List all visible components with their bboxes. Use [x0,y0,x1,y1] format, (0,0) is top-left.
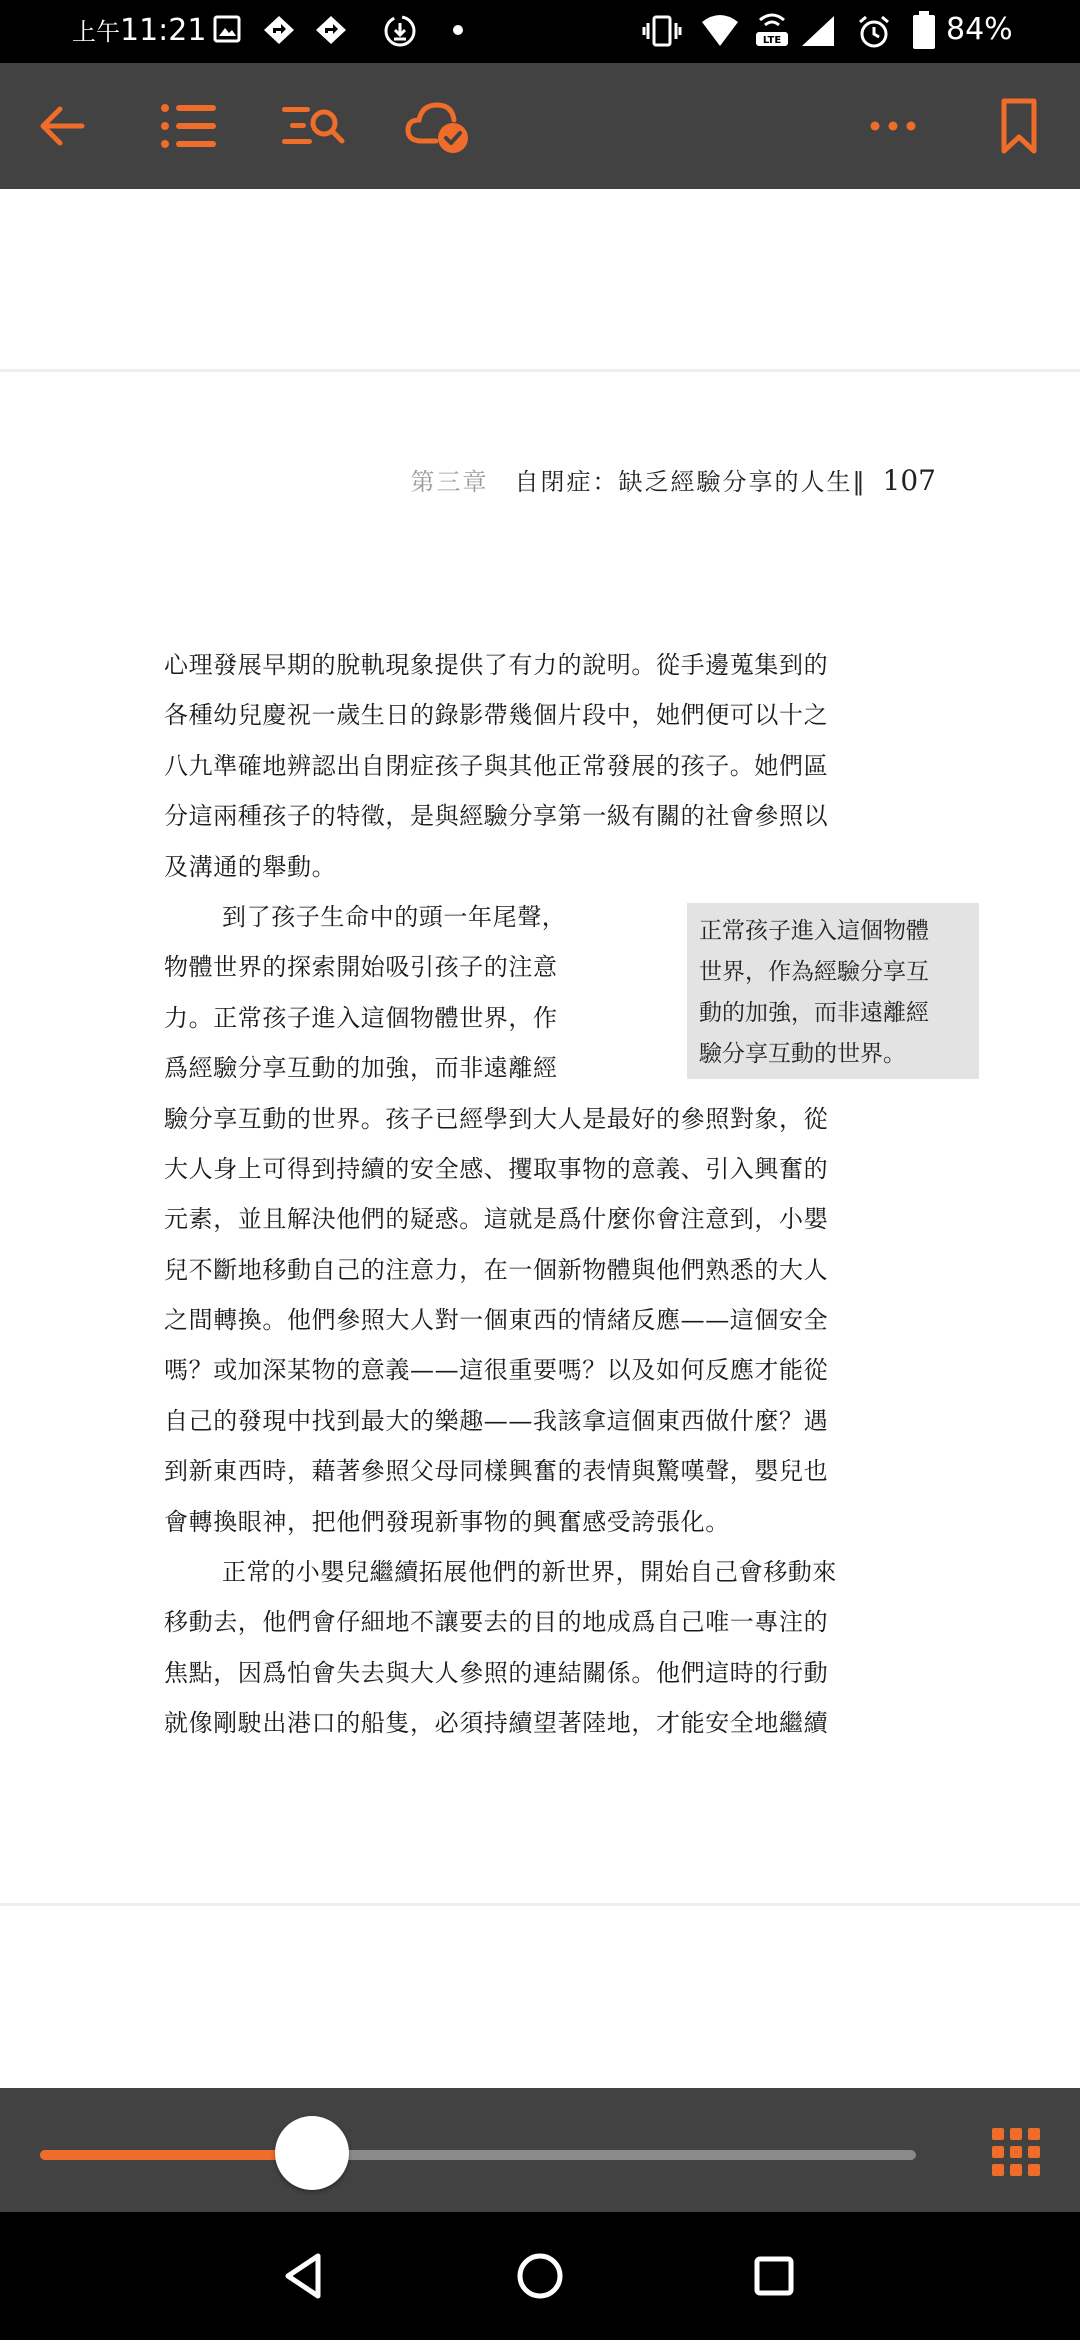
cloud-sync-button[interactable] [404,93,470,159]
table-of-contents-button[interactable] [156,93,222,159]
text-line: 自己的發現中找到最大的樂趣——我該拿這個東西做什麼？遇 [164,1406,829,1435]
text-line: 到新東西時，藉著參照父母同樣興奮的表情與驚嘆聲，嬰兒也 [164,1457,829,1486]
page-number: 107 [882,464,936,497]
page-grid-icon [990,2126,1042,2178]
page-grid-button[interactable] [990,2126,1042,2178]
back-arrow-icon [30,93,96,159]
text-line: 焦點，因爲怕會失去與大人參照的連結關係。他們這時的行動 [164,1658,829,1687]
header-separator: ‖ [852,468,867,496]
text-line: 分這兩種孩子的特徵，是與經驗分享第一級有關的社會參照以 [164,802,829,831]
text-line: 八九準確地辨認出自閉症孩子與其他正常發展的孩子。她們區 [164,751,829,780]
image-icon [212,14,242,44]
page-divider [0,369,1080,372]
table-of-contents-icon [156,93,222,159]
volte-label: LTE [762,35,782,46]
recents-square-icon [744,2246,804,2306]
header-title: 自閉症：缺乏經驗分享的人生 [514,468,853,496]
status-bar [0,0,1080,63]
pull-quote-line: 動的加強，而非遠離經 [699,1000,929,1026]
navigation-icon [262,14,296,46]
alarm-icon [856,14,892,50]
clock-ampm: 上午 [72,18,120,46]
text-line: 會轉換眼神，把他們發現新事物的興奮感受誇張化。 [164,1507,730,1536]
text-line: 嗎？或加深某物的意義——這很重要嗎？以及如何反應才能從 [164,1356,829,1385]
bookmark-icon [986,93,1052,159]
more-options-icon [860,93,926,159]
page-divider [0,1903,1080,1906]
bookmark-button[interactable] [986,93,1052,159]
progress-slider-thumb[interactable] [275,2116,349,2190]
reading-progress-bar [0,2088,1080,2212]
text-line: 到了孩子生命中的頭一年尾聲， [222,902,567,931]
home-circle-icon [510,2246,570,2306]
nav-recents-button[interactable] [744,2246,804,2306]
text-line: 之間轉換。他們參照大人對一個東西的情緒反應——這個安全 [164,1306,829,1335]
search-in-book-icon [280,93,346,159]
clock-time: 11:21 [120,13,207,48]
text-line: 大人身上可得到持續的安全感、攫取事物的意義、引入興奮的 [164,1154,829,1183]
pull-quote-line: 正常孩子進入這個物體 [699,918,929,944]
clock [72,12,206,48]
text-line: 正常的小嬰兒繼續拓展他們的新世界，開始自己會移動來 [222,1558,837,1587]
text-line: 元素，並且解決他們的疑惑。這就是爲什麼你會注意到，小嬰 [164,1205,829,1234]
more-options-button[interactable] [860,93,926,159]
vibrate-icon [642,14,682,48]
pull-quote-line: 世界，作為經驗分享互 [699,959,929,985]
battery-percent: 84% [946,12,1013,47]
text-line: 物體世界的探索開始吸引孩子的注意 [164,953,558,982]
navigation-icon [314,14,348,46]
page-top-margin [0,189,1080,369]
back-button[interactable] [30,93,96,159]
system-navigation-bar [0,2212,1080,2340]
text-line: 就像剛駛出港口的船隻，必須持續望著陸地，才能安全地繼續 [164,1709,829,1738]
nav-home-button[interactable] [510,2246,570,2306]
text-line: 移動去，他們會仔細地不讓要去的目的地成爲自己唯一專注的 [164,1608,829,1637]
text-line: 驗分享互動的世界。孩子已經學到大人是最好的參照對象，從 [164,1104,829,1133]
signal-icon [800,14,836,48]
wifi-icon [700,14,740,48]
text-line: 力。正常孩子進入這個物體世界，作 [164,1003,558,1032]
progress-slider-fill [40,2150,312,2160]
battery-icon [912,10,936,50]
text-line: 及溝通的舉動。 [164,852,337,881]
pull-quote-line: 驗分享互動的世界。 [699,1041,906,1067]
header-chapter: 第三章 [410,468,489,496]
pull-quote-box [687,903,979,1079]
nav-back-button[interactable] [276,2246,336,2306]
volte-icon [752,10,792,50]
back-triangle-icon [276,2246,336,2306]
text-line: 心理發展早期的脫軌現象提供了有力的說明。從手邊蒐集到的 [164,651,829,679]
text-line: 爲經驗分享互動的加強，而非遠離經 [164,1054,558,1083]
reader-toolbar [0,63,1080,189]
text-line: 兒不斷地移動自己的注意力，在一個新物體與他們熟悉的大人 [164,1255,829,1284]
book-text [164,640,936,1749]
running-header [160,462,936,497]
progress-slider-track[interactable] [40,2150,916,2160]
text-line: 各種幼兒慶祝一歲生日的錄影帶幾個片段中，她們便可以十之 [164,701,829,730]
search-in-book-button[interactable] [280,93,346,159]
cloud-sync-icon [404,93,470,159]
download-icon [383,14,417,48]
dot-icon [452,24,464,36]
